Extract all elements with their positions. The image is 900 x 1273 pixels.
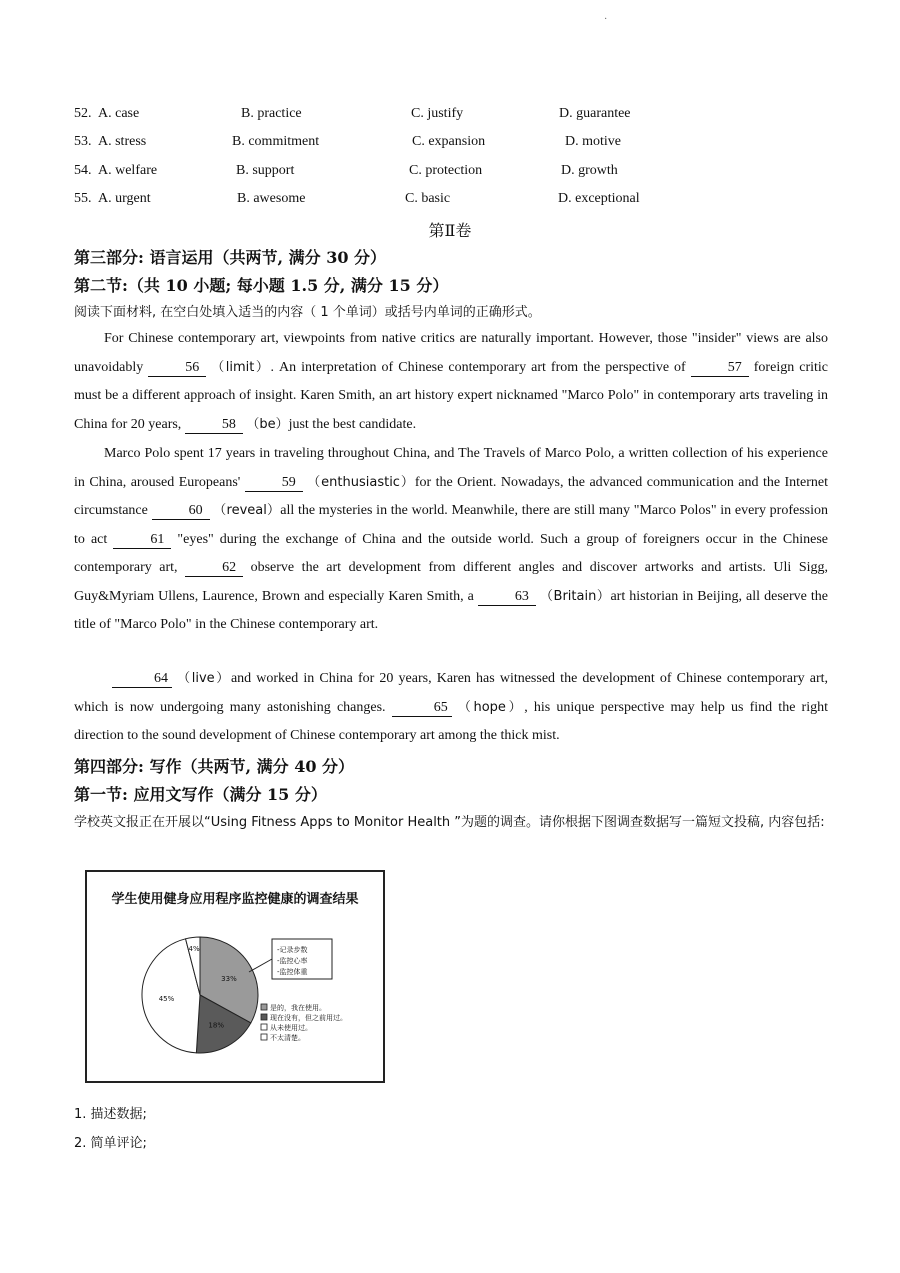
passage-paragraph-1 [74,325,828,439]
passage-text: and worked in China for 20 years, Karen has witnessed the development of Chinese contemporary art, which is now undergoing many astonishing changes. [74,671,828,715]
pie-label-2: 18% [208,1021,224,1030]
blank-59[interactable]: 59 [245,475,303,492]
pie-label-4: 4% [188,944,200,953]
legend-swatch-2 [261,1014,267,1020]
option-c: C. protection [409,163,483,178]
option-a: A. case [98,106,140,121]
legend-label-1: 是的，我在使用。 [270,1004,326,1012]
blank-57[interactable]: 57 [691,360,749,377]
option-c: C. justify [411,106,464,121]
option-b: B. awesome [237,191,306,206]
survey-chart [85,870,385,1083]
passage-text: for the Orient. Nowadays, the advanced communication and the Internet circumstance [74,474,829,518]
passage-text: observe the art development from different angles and discover artworks and artists. Uli Sigg, Guy&Myriam Ullens, Laurence, Brown and especially Karen Smith, a [74,560,828,604]
passage-paragraph-3 [74,665,828,751]
hint-63: （Britain） [539,588,611,604]
passage-text: all the mysteries in the world. Meanwhile, there are still many "Marco Polos" in every profession to act [74,503,829,547]
hint-59: （enthusiastic） [307,474,415,490]
legend-label-3: 从未使用过。 [270,1024,312,1032]
blank-63[interactable]: 63 [478,589,536,606]
pie-label-3: 45% [158,995,175,1004]
part4-heading: 第四部分: 写作（共两节, 满分 40 分） [74,757,355,776]
pie-label-1: 33% [221,974,237,983]
top-mark: · [604,14,608,25]
callout-item-2: -监控心率 [277,957,308,965]
legend-swatch-1 [261,1004,267,1010]
legend-swatch-4 [261,1034,267,1040]
question-number: 55. [74,191,92,206]
passage-text: art historian in Beijing, all deserve the title of "Marco Polo" in the Chinese contemporary art. [74,588,829,632]
passage-text: , his unique perspective may help us find the right direction to the sound development of Chinese contemporary art among the thick mist. [74,699,828,743]
callout-item-1: -记录步数 [277,946,308,954]
option-d: D. exceptional [558,191,640,206]
hint-65: （hope） [457,699,525,715]
blank-61[interactable]: 61 [113,532,171,549]
blank-62[interactable]: 62 [185,560,243,577]
legend-swatch-3 [261,1024,267,1030]
instructions: 阅读下面材料, 在空白处填入适当的内容（ 1 个单词）或括号内单词的正确形式。 [74,305,541,320]
pie-chart-svg [87,872,383,1081]
option-d: D. motive [565,134,621,149]
writing-prompt: 学校英文报正在开展以“Using Fitness Apps to Monitor Health ”为题的调查。请你根据下图调查数据写一篇短文投稿, 内容包括: [74,815,825,830]
callout-item-3: -监控体重 [277,968,308,976]
passage-text: Marco Polo spent 17 years in traveling throughout China, and The Travels of Marco Polo, a written collection of his experience in China, aroused Europeans' [74,446,828,490]
option-d: D. growth [561,163,618,178]
option-a: A. stress [98,134,147,149]
option-a: A. urgent [98,191,151,206]
hint-60: （reveal） [213,503,281,518]
passage-paragraph-2 [74,440,828,640]
callout-pointer [249,959,272,972]
hint-58: （be） [246,416,289,432]
hint-64: （live） [177,671,231,686]
chart-legend [261,1003,347,1042]
passage-text: . An interpretation of Chinese contemporary art from the perspective of [270,359,691,375]
legend-label-4: 不太清楚。 [270,1034,305,1042]
volume-title: 第Ⅱ卷 [428,221,472,240]
passage-text: "eyes" during the exchange of China and the outside world. Such a group of foreigners occur in the Chinese contemporary art, [74,531,828,575]
option-d: D. guarantee [559,106,631,121]
section1-heading: 第一节: 应用文写作（满分 15 分） [74,785,327,804]
list-item-2: 2. 简单评论; [74,1136,147,1151]
option-b: B. practice [241,106,302,121]
passage-text: For Chinese contemporary art, viewpoints from native critics are naturally important. However, those "insider" views are also unavoidably [74,331,828,375]
section2-heading: 第二节:（共 10 小题; 每小题 1.5 分, 满分 15 分） [74,276,449,295]
option-c: C. expansion [412,134,486,149]
blank-65[interactable]: 65 [392,700,452,717]
passage-text: just the best candidate. [288,416,417,432]
option-a: A. welfare [98,163,158,178]
blank-60[interactable]: 60 [152,503,210,520]
question-number: 54. [74,163,92,178]
option-b: B. commitment [232,134,320,149]
chart-title: 学生使用健身应用程序监控健康的调查结果 [111,892,359,907]
blank-64[interactable]: 64 [112,671,172,688]
list-item-1: 1. 描述数据; [74,1107,147,1122]
option-b: B. support [236,163,295,178]
question-number: 52. [74,106,92,121]
blank-58[interactable]: 58 [185,417,243,434]
hint-56: （limit） [211,359,271,375]
blank-56[interactable]: 56 [148,360,206,377]
part3-heading: 第三部分: 语言运用（共两节, 满分 30 分） [74,248,387,267]
legend-label-2: 现在没有，但之前用过。 [270,1014,347,1022]
question-number: 53. [74,134,92,149]
option-c: C. basic [405,191,451,206]
passage-text: foreign critic must be a different approach of insight. Karen Smith, an art history expert nicknamed "Marco Polo" in contemporary arts traveling in China for 20 years, [74,359,828,432]
